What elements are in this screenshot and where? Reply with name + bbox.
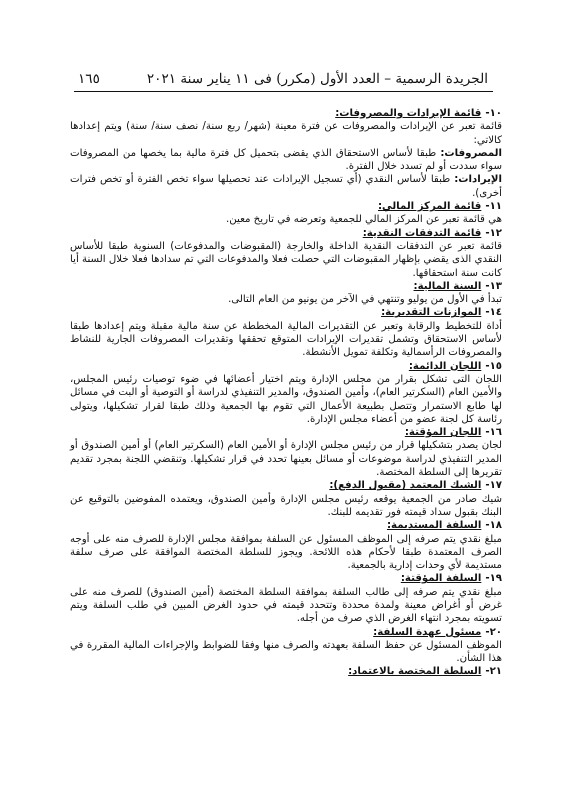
paragraph-text: مبلغ نقدي يتم صرفه إلى الموظف المسئول عن السلفة بموافقة مجلس الإدارة للصرف منه على أوجه الصرف المعتمدة طبقا لأحكام هذه اللائحة. ويجوز للسلطة المختصة الموافقة على صرف سلفة مستديمة لأي وحدات إدارية بالجمعية. — [70, 533, 502, 572]
paragraph-text: قائمة تعبر عن التدفقات النقدية الداخلة والخارجة (المقبوضات والمدفوعات) السنوية طبقا للأساس النقدي الذى يقضي بإظهار المقبوضات التي حصلت فعلا والمدفوعات التي تم سدادها فعلا خلال السنة أيا كانت سنة استحقاقها. — [70, 240, 502, 279]
article-title: قائمة التدفقات النقدية: — [362, 227, 482, 239]
article-section — [70, 426, 502, 479]
article-section — [70, 227, 502, 280]
paragraph-text: أداة للتخطيط والرقابة وتعبر عن التقديرات المالية المخططة عن سنة مالية مقبلة ويتم إعدادها طبقا لأساس الاستحقاق وتشمل تقديرات الإيرادات المتوقع تحققها وتقديرات المصروفات الجارية للنشاط والمصروفات الرأسمالية وتكلفة تمويل الأنشطة. — [70, 320, 502, 359]
paragraph-text: الموظف المسئول عن حفظ السلفة بعهدته والصرف منها وفقا للضوابط والإجراءات المالية المقررة في هذا الشأن. — [70, 639, 502, 665]
article-section — [70, 519, 502, 572]
article-title: السنة المالية: — [413, 280, 482, 292]
article-title: اللجان الدائمة: — [408, 360, 482, 372]
article-paragraph — [70, 439, 502, 479]
article-heading — [70, 306, 502, 319]
article-paragraph — [70, 639, 502, 666]
article-paragraph — [70, 147, 502, 174]
article-title: الشيك المعتمد (مقبول الدفع): — [329, 480, 482, 492]
article-heading — [70, 360, 502, 373]
paragraph-text: طبقا لأساس الاستحقاق الذي يقضى بتحميل كل فترة مالية بما يخصها من المصروفات سواء سددت أو لم تسدد خلال الفترة. — [70, 147, 502, 173]
article-paragraph — [70, 493, 502, 520]
article-section — [70, 306, 502, 359]
article-section — [70, 360, 502, 426]
article-paragraph — [70, 120, 502, 147]
article-number: ١٥- — [485, 360, 502, 372]
article-number: ١٢- — [485, 227, 502, 239]
paragraph-text: اللجان التى تشكل بقرار من مجلس الإدارة ويتم اختيار أعضائها في ضوء توصيات رئيس المجلس، والأمين العام (السكرتير العام)، وأمين الصندوق، والمدير التنفيذي لدراسة أو التوصية أو البت في مسائل لها طابع الاستمرار وتتصل بطبيعة الأعمال التي تقوم بها الجمعية وذلك طبقا لقرار تشكيلها، ويتولى رئاسة كل لجنة عضو من أعضاء مجلس الإدارة. — [70, 373, 502, 425]
article-heading — [70, 626, 502, 639]
paragraph-text: مبلغ نقدي يتم صرفه إلى طالب السلفة بموافقة السلطة المختصة (أمين الصندوق) للصرف منه على غرض أو أغراض معينة ولمدة محددة وتتحدد قيمته في حدود الغرض المبين في طلب السلفة ويتم تسويته بمجرد انتهاء الغرض الذي صرف من أجله. — [70, 586, 502, 625]
article-paragraph — [70, 373, 502, 426]
article-title: السلفة المؤقتة: — [400, 573, 482, 585]
article-section — [70, 665, 502, 678]
article-heading — [70, 665, 502, 678]
paragraph-text: قائمة تعبر عن الإيرادات والمصروفات عن فترة معينة (شهر/ ربع سنة/ نصف سنة/ سنة) ويتم إعدادها كالاتي: — [70, 121, 502, 146]
article-heading — [70, 227, 502, 240]
article-title: اللجان المؤقتة: — [404, 427, 482, 439]
article-heading — [70, 572, 502, 585]
article-number: ١٧- — [485, 480, 502, 492]
paragraph-text: تبدأ في الأول من يوليو وتنتهي في الآخر من يونيو من العام التالى. — [228, 294, 502, 306]
article-number: ١٩- — [485, 573, 502, 585]
article-heading — [70, 519, 502, 532]
paragraph-text: شيك صادر من الجمعية يوقعه رئيس مجلس الإدارة وأمين الصندوق، ويعتمده المفوضين بالتوقيع عن البنك بقبول سداد قيمته فور تقديمه للبنك. — [70, 493, 502, 518]
article-number: ٢٠- — [485, 626, 502, 638]
article-title: قائمة الإيرادات والمصروفات: — [335, 108, 482, 119]
paragraph-text: طبقا لأساس النقدي (أي تسجيل الإيرادات عند تحصيلها سواء تخص الفترة أو تخص فترات أخرى). — [70, 174, 502, 199]
article-section — [70, 572, 502, 625]
paragraph-text: هي قائمة تعبر عن المركز المالي للجمعية وتعرضه في تاريخ معين. — [226, 214, 502, 226]
article-heading — [70, 479, 502, 492]
header-divider — [74, 91, 493, 92]
article-paragraph — [70, 320, 502, 360]
article-number: ١٦- — [485, 427, 502, 439]
article-title: السلفة المستديمة: — [386, 520, 482, 532]
article-paragraph — [70, 173, 502, 200]
article-heading — [70, 200, 502, 213]
article-section — [70, 479, 502, 519]
article-section — [70, 107, 502, 200]
article-paragraph — [70, 213, 502, 226]
article-paragraph — [70, 293, 502, 306]
article-paragraph — [70, 586, 502, 626]
article-number: ١٨- — [485, 520, 502, 532]
gazette-title: الجريدة الرسمية – العدد الأول (مكرر) فى ١١ يناير سنة ٢٠٢١ — [146, 71, 488, 87]
page-number: ١٦٥ — [78, 71, 100, 87]
article-title: مسئول عهدة السلفة: — [373, 626, 482, 638]
paragraph-label: المصروفات: — [440, 147, 502, 159]
paragraph-label: الإيرادات: — [454, 174, 502, 186]
article-number: ١٣- — [485, 280, 502, 292]
article-paragraph — [70, 240, 502, 280]
article-heading — [70, 280, 502, 293]
article-section — [70, 200, 502, 227]
article-number: ١٠- — [485, 108, 502, 119]
article-number: ٢١- — [485, 666, 502, 678]
article-section — [70, 626, 502, 666]
article-section — [70, 280, 502, 307]
document-body — [70, 107, 502, 679]
page-header — [78, 62, 488, 88]
article-number: ١١- — [485, 201, 502, 213]
article-heading — [70, 426, 502, 439]
article-title: السلطة المختصة بالاعتماد: — [348, 666, 482, 678]
article-title: قائمة المركز المالي: — [377, 201, 482, 213]
paragraph-text: لجان يصدر بتشكيلها قرار من رئيس مجلس الإدارة أو الأمين العام (السكرتير العام) أو أمين الصندوق أو المدير التنفيذي لدراسة موضوعات أو مسائل بعينها تحدد في قرار تشكيلها. وتنقضي اللجنة بمجرد تقديم تقريرها إلى السلطة المختصة. — [70, 440, 502, 479]
article-number: ١٤- — [485, 307, 502, 319]
article-heading — [70, 107, 502, 120]
article-paragraph — [70, 533, 502, 573]
article-title: الموازنات التقديرية: — [381, 307, 482, 319]
